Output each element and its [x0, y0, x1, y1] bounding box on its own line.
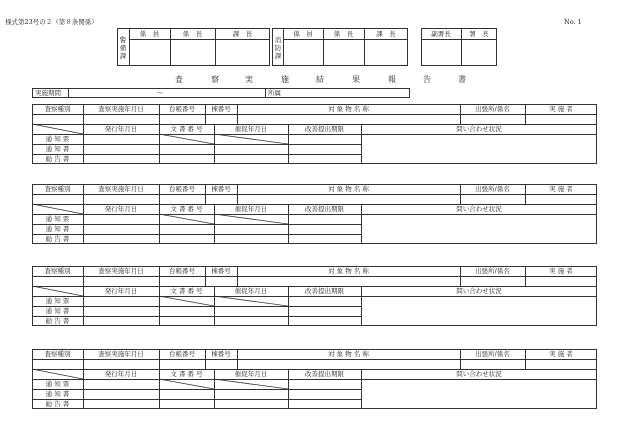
block-row-label: 通 知 書: [45, 390, 70, 398]
block-header-cell: 実 施 者: [549, 105, 573, 113]
block-subheader-cell: 文 書 番 号: [170, 205, 203, 213]
block-header-cell: 対 象 物 名 称: [328, 185, 369, 193]
block-subheader-cell: 文 書 番 号: [170, 370, 203, 378]
block-header-cell: 対 象 物 名 称: [328, 350, 369, 358]
block-row-label: 勧 告 書: [45, 155, 70, 163]
approval-col: 署 長: [469, 30, 489, 38]
block-subheader-cell: 催促年月日: [234, 205, 268, 213]
block-subheader-cell: 改善提出期限: [305, 205, 344, 213]
block-header-cell: 出張所/係名: [475, 350, 510, 358]
approval-col: 係 員: [139, 30, 160, 38]
block-header-cell: 出張所/係名: [475, 267, 510, 275]
block-header-cell: 出張所/係名: [475, 105, 510, 113]
block-subheader-cell: 問い合わせ状況: [456, 370, 502, 378]
block-subheader-cell: 発行年月日: [104, 205, 138, 213]
block-header-cell: 棟番号: [211, 267, 231, 275]
block-header-cell: 棟番号: [211, 185, 231, 193]
block-header-cell: 棟番号: [211, 105, 231, 113]
approval-col: 課 長: [376, 30, 396, 38]
block-subheader-cell: 改善提出期限: [305, 287, 344, 295]
block-header-cell: 台帳番号: [169, 267, 195, 275]
block-header-cell: 査察種別: [44, 350, 71, 358]
block-subheader-cell: 文 書 番 号: [170, 287, 203, 295]
approval-fire-label: 消防課: [274, 36, 282, 60]
block-row-label: 通 知 票: [45, 380, 70, 388]
block-subheader-cell: 問い合わせ状況: [456, 125, 502, 133]
period-tilde: 〜: [157, 89, 164, 97]
page-number: No. 1: [564, 18, 582, 26]
block-header-cell: 査察実施年月日: [98, 185, 144, 193]
affiliation-label: 所属: [268, 89, 281, 97]
approval-col: 係 長: [333, 30, 354, 38]
block-header-cell: 実 施 者: [549, 350, 573, 358]
block-subheader-cell: 発行年月日: [104, 287, 138, 295]
block-header-cell: 実 施 者: [549, 267, 573, 275]
block-header-cell: 実 施 者: [549, 185, 573, 193]
block-header-cell: 出張所/係名: [475, 185, 510, 193]
block-header-cell: 対 象 物 名 称: [328, 267, 369, 275]
block-header-cell: 査察実施年月日: [98, 350, 144, 358]
approval-col: 係 員: [293, 30, 313, 38]
approval-col: 係 長: [182, 30, 203, 38]
block-header-cell: 対 象 物 名 称: [328, 105, 369, 113]
block-subheader-cell: 問い合わせ状況: [456, 205, 502, 213]
block-header-cell: 棟番号: [211, 350, 231, 358]
approval-security-label: 警備課: [119, 36, 127, 60]
block-header-cell: 台帳番号: [169, 105, 195, 113]
form-label: 様式第23号の２（第８条関係）: [5, 18, 98, 26]
block-row-label: 通 知 書: [45, 145, 70, 153]
block-header-cell: 査察種別: [44, 105, 71, 113]
document-title: 査 察 実 施 結 果 報 告 書: [175, 75, 466, 84]
block-header-cell: 査察種別: [44, 267, 71, 275]
approval-col: 課 長: [232, 30, 253, 38]
block-subheader-cell: 文 書 番 号: [170, 125, 203, 133]
block-row-label: 通 知 票: [45, 297, 70, 305]
period-row: [32, 88, 410, 98]
block-row-label: 勧 告 書: [45, 400, 70, 408]
block-header-cell: 台帳番号: [169, 350, 195, 358]
block-subheader-cell: 発行年月日: [104, 125, 138, 133]
block-subheader-cell: 発行年月日: [104, 370, 138, 378]
block-header-cell: 査察実施年月日: [98, 267, 144, 275]
block-header-cell: 査察種別: [44, 185, 71, 193]
block-subheader-cell: 催促年月日: [234, 287, 268, 295]
block-header-cell: 査察実施年月日: [98, 105, 144, 113]
block-header-cell: 台帳番号: [169, 185, 195, 193]
block-subheader-cell: 催促年月日: [234, 125, 268, 133]
block-row-label: 通 知 書: [45, 307, 70, 315]
block-subheader-cell: 問い合わせ状況: [456, 287, 502, 295]
block-row-label: 通 知 票: [45, 215, 70, 223]
block-row-label: 通 知 書: [45, 225, 70, 233]
approval-col: 副署長: [431, 30, 451, 38]
period-label: 実施期間: [35, 89, 61, 97]
block-subheader-cell: 改善提出期限: [305, 370, 344, 378]
block-row-label: 勧 告 書: [45, 235, 70, 243]
block-subheader-cell: 催促年月日: [234, 370, 268, 378]
block-row-label: 通 知 票: [45, 135, 70, 143]
block-row-label: 勧 告 書: [45, 317, 70, 325]
block-subheader-cell: 改善提出期限: [305, 125, 344, 133]
